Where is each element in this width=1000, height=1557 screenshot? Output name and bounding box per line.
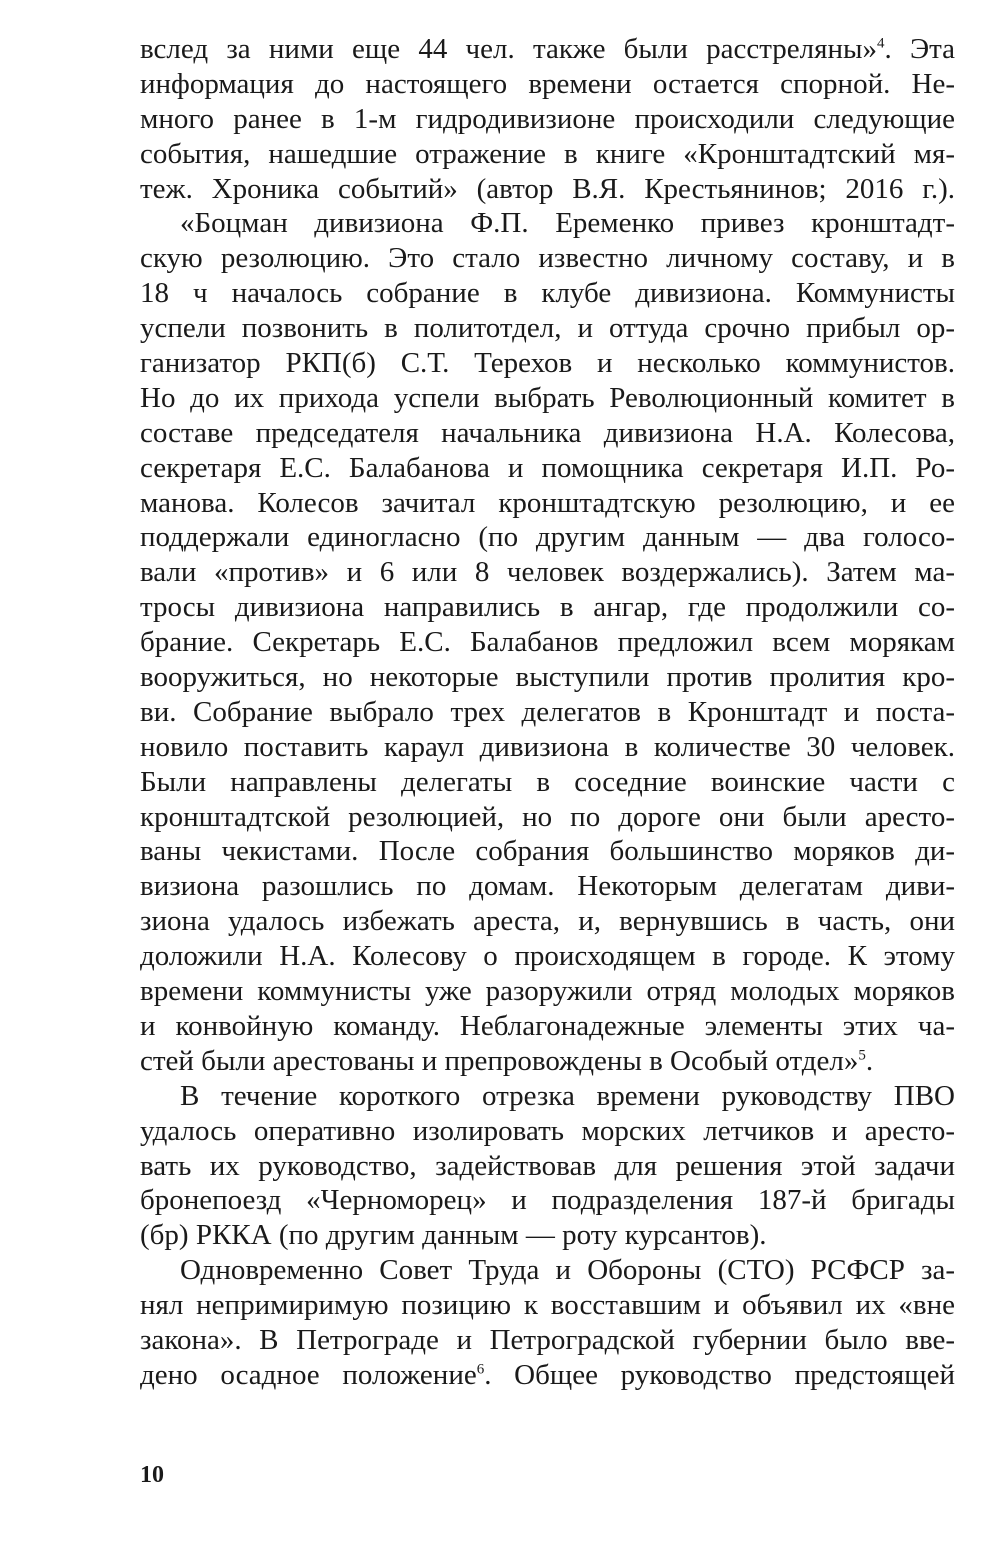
line-text: кронштадтской резолюцией, но по дороге они были аресто- bbox=[140, 800, 955, 833]
line-text: секретаря Е.С. Балабанова и помощника секретаря И.П. Ро- bbox=[140, 451, 955, 484]
line-text: составе председателя начальника дивизиона Н.А. Колесова, bbox=[140, 416, 955, 449]
text-line bbox=[140, 939, 955, 974]
line-text-tail: . Эта bbox=[884, 33, 955, 65]
text-line bbox=[140, 904, 955, 939]
text-line bbox=[140, 102, 955, 137]
line-text: тросы дивизиона направились в ангар, где продолжили со- bbox=[140, 591, 955, 624]
text-line bbox=[140, 1288, 955, 1323]
text-line bbox=[140, 137, 955, 172]
text-line bbox=[140, 834, 955, 869]
line-text: вать их руководство, задействовав для решения этой задачи bbox=[140, 1149, 955, 1182]
text-line bbox=[140, 660, 955, 695]
text-line bbox=[140, 1149, 955, 1184]
line-text: скую резолюцию. Это стало известно личному составу, и в bbox=[140, 242, 955, 275]
text-line bbox=[140, 1323, 955, 1358]
text-line bbox=[140, 1079, 955, 1114]
line-text: В течение короткого отрезка времени руководству ПВО bbox=[180, 1079, 955, 1112]
line-text: времени коммунисты уже разоружили отряд молодых моряков bbox=[140, 975, 955, 1008]
line-text: новило поставить караул дивизиона в количестве 30 человек. bbox=[140, 730, 955, 763]
text-line bbox=[140, 800, 955, 835]
line-text: доложили Н.А. Колесову о происходящем в городе. К этому bbox=[140, 940, 955, 973]
line-text: успели позвонить в политотдел, и оттуда срочно прибыл ор- bbox=[140, 312, 955, 345]
line-text: «Боцман дивизиона Ф.П. Еременко привез кронштадт- bbox=[180, 207, 955, 240]
text-line bbox=[140, 206, 955, 241]
line-text: теж. Хроника событий» (автор В.Я. Крестьянинов; 2016 г.). bbox=[140, 172, 955, 205]
text-line bbox=[140, 67, 955, 102]
footnote-marker: 4 bbox=[876, 35, 885, 52]
text-line bbox=[140, 1253, 955, 1288]
line-text: Одновременно Совет Труда и Обороны (СТО) РСФСР за- bbox=[180, 1254, 955, 1287]
text-line bbox=[140, 1183, 955, 1218]
text-line bbox=[140, 451, 955, 486]
text-line bbox=[140, 590, 955, 625]
line-text: и конвойную команду. Неблагонадежные элементы этих ча- bbox=[140, 1009, 955, 1042]
line-text: Но до их прихода успели выбрать Революционный комитет в bbox=[140, 381, 955, 414]
line-text: много ранее в 1-м гидродивизионе происходили следующие bbox=[140, 102, 955, 135]
page-number: 10 bbox=[140, 1462, 164, 1488]
footnote-marker: 6 bbox=[476, 1361, 485, 1378]
line-text: ганизатор РКП(б) С.Т. Терехов и несколько коммунистов. bbox=[140, 347, 955, 380]
text-line bbox=[140, 416, 955, 451]
text-line bbox=[140, 1218, 955, 1253]
line-text: ваны чекистами. После собрания большинство моряков ди- bbox=[140, 835, 955, 868]
line-text: Были направлены делегаты в соседние воинские части с bbox=[140, 765, 955, 798]
text-line bbox=[140, 869, 955, 904]
line-text: визиона разошлись по домам. Некоторым делегатам диви- bbox=[140, 870, 955, 903]
text-line bbox=[140, 765, 955, 800]
line-text: вали «против» и 6 или 8 человек воздержались). Затем ма- bbox=[140, 556, 955, 589]
text-line bbox=[140, 276, 955, 311]
line-text: брание. Секретарь Е.С. Балабанов предложил всем морякам bbox=[140, 626, 955, 659]
line-text: стей были арестованы и препровождены в Особый отдел» bbox=[140, 1044, 859, 1077]
text-line bbox=[140, 486, 955, 521]
line-text: поддержали единогласно (по другим данным — два голосо- bbox=[140, 521, 955, 554]
line-text: закона». В Петрограде и Петроградской губернии было вве- bbox=[140, 1323, 955, 1356]
line-text-tail: . bbox=[865, 1044, 874, 1077]
line-text: ви. Собрание выбрало трех делегатов в Кронштадт и поста- bbox=[140, 695, 955, 728]
line-text: дено осадное положение bbox=[140, 1358, 477, 1391]
line-text: вслед за ними еще 44 чел. также были расстреляны» bbox=[140, 33, 877, 65]
text-line bbox=[140, 625, 955, 660]
line-text: удалось оперативно изолировать морских летчиков и аресто- bbox=[140, 1114, 955, 1147]
text-line bbox=[140, 520, 955, 555]
line-text: вооружиться, но некоторые выступили против пролития кро- bbox=[140, 661, 955, 694]
text-line bbox=[140, 695, 955, 730]
text-line bbox=[140, 346, 955, 381]
text-line bbox=[140, 311, 955, 346]
text-line bbox=[140, 1009, 955, 1044]
line-text: бронепоезд «Черноморец» и подразделения 187-й бригады bbox=[140, 1184, 955, 1217]
line-text: события, нашедшие отражение в книге «Кронштадтский мя- bbox=[140, 137, 955, 170]
line-text: зиона удалось избежать ареста, и, вернувшись в часть, они bbox=[140, 905, 955, 938]
text-line bbox=[140, 241, 955, 276]
text-line bbox=[140, 1358, 955, 1393]
line-text: (бр) РККА (по другим данным — роту курсантов). bbox=[140, 1219, 767, 1252]
text-line bbox=[140, 555, 955, 590]
text-line bbox=[140, 974, 955, 1009]
text-line bbox=[140, 1114, 955, 1149]
text-line bbox=[140, 32, 955, 67]
body-text bbox=[140, 32, 955, 1393]
text-line bbox=[140, 381, 955, 416]
line-text: информация до настоящего времени остается спорной. Не- bbox=[140, 67, 955, 100]
text-line bbox=[140, 1044, 955, 1079]
text-line bbox=[140, 730, 955, 765]
line-text: манова. Колесов зачитал кронштадтскую резолюцию, и ее bbox=[140, 486, 955, 519]
line-text: 18 ч началось собрание в клубе дивизиона. Коммунисты bbox=[140, 277, 955, 310]
line-text-tail: . Общее руководство предстоящей bbox=[484, 1358, 955, 1391]
line-text: нял непримиримую позицию к восставшим и объявил их «вне bbox=[140, 1289, 955, 1322]
footnote-marker: 5 bbox=[858, 1047, 866, 1064]
text-line bbox=[140, 172, 955, 207]
